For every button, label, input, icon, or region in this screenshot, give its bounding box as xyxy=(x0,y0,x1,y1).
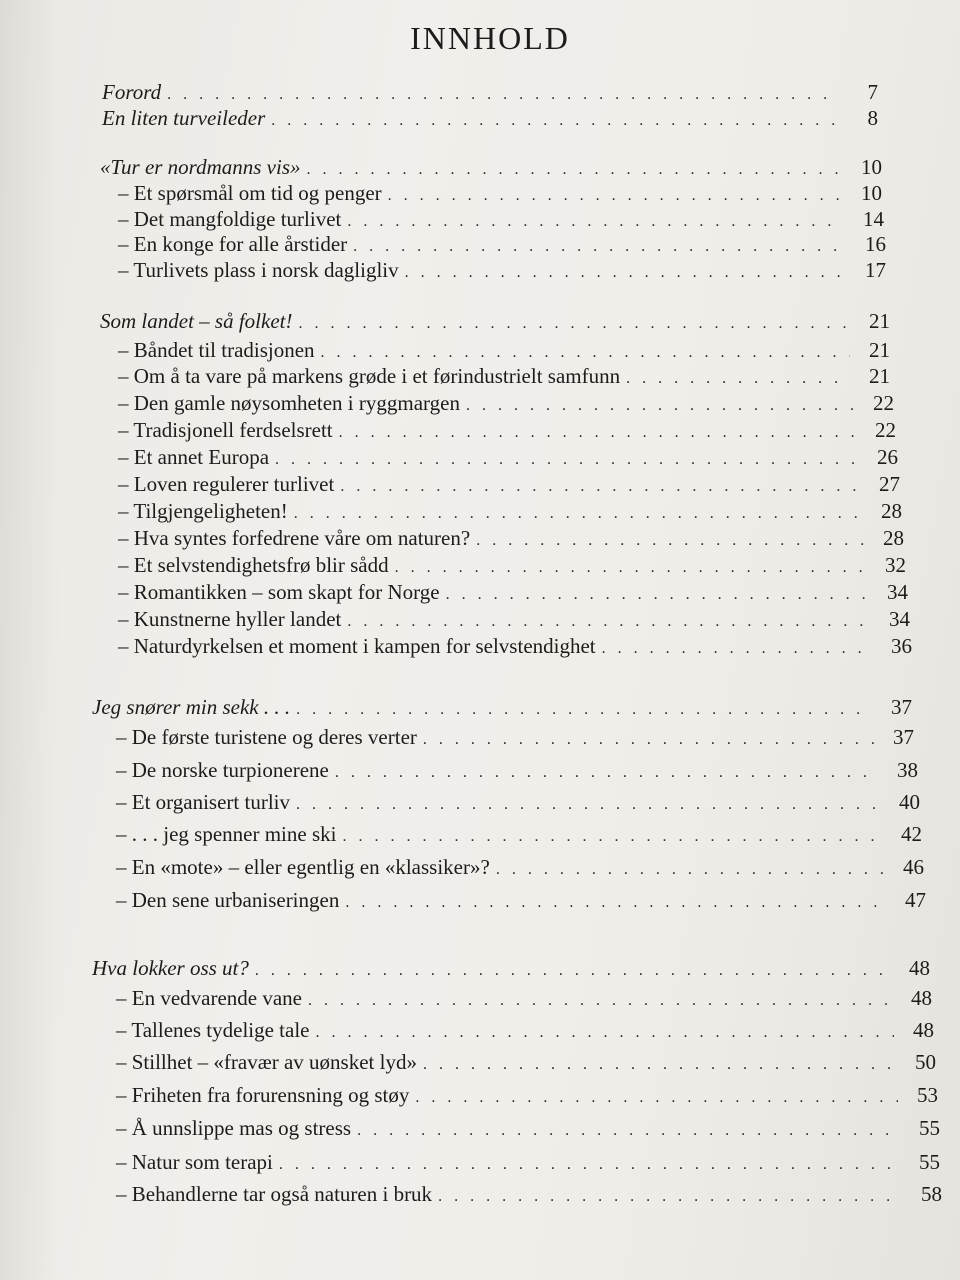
dot-leader xyxy=(415,1089,898,1107)
toc-entry-title: – De første turistene og deres verter xyxy=(116,725,417,749)
toc-entry-title: – Stillhet – «fravær av uønsket lyd» xyxy=(116,1050,417,1074)
toc-subsection-entry xyxy=(98,207,884,232)
dot-leader xyxy=(476,532,864,550)
toc-page-number: 28 xyxy=(883,526,904,550)
toc-page-number: 37 xyxy=(893,725,914,749)
toc-page-number: 48 xyxy=(909,956,930,980)
dot-leader xyxy=(388,187,842,205)
dot-leader xyxy=(626,370,850,388)
toc-page-number: 48 xyxy=(911,986,932,1010)
dot-leader xyxy=(321,344,850,362)
toc-page-number: 55 xyxy=(919,1116,940,1140)
dot-leader xyxy=(279,1156,900,1174)
toc-subsection-entry xyxy=(98,445,898,470)
toc-subsection-entry xyxy=(96,758,918,783)
dot-leader xyxy=(308,992,892,1010)
dot-leader xyxy=(275,451,858,469)
toc-subsection-entry xyxy=(98,181,882,206)
toc-entry-title: Hva lokker oss ut? xyxy=(92,956,249,980)
toc-subsection-entry xyxy=(96,986,932,1011)
toc-subsection-entry xyxy=(96,855,924,880)
toc-entry-title: – Et selvstendighetsfrø blir sådd xyxy=(118,553,389,577)
toc-entry-title: Som landet – så folket! xyxy=(100,309,293,333)
toc-page-number: 47 xyxy=(905,888,926,912)
toc-page-number: 36 xyxy=(891,634,912,658)
dot-leader xyxy=(496,861,884,879)
toc-page-number: 55 xyxy=(919,1150,940,1174)
dot-leader xyxy=(353,238,846,256)
dot-leader xyxy=(345,894,886,912)
toc-page-number: 21 xyxy=(869,338,890,362)
toc-subsection-entry xyxy=(96,888,926,913)
toc-subsection-entry xyxy=(98,391,894,416)
toc-section-entry xyxy=(102,106,878,131)
toc-subsection-entry xyxy=(98,607,910,632)
toc-page-number: 34 xyxy=(889,607,910,631)
dot-leader xyxy=(342,828,882,846)
toc-page-number: 22 xyxy=(875,418,896,442)
toc-page-number: 26 xyxy=(877,445,898,469)
toc-entry-title: – Om å ta vare på markens grøde i et førindustrielt samfunn xyxy=(118,364,621,388)
dot-leader xyxy=(294,505,862,523)
page-title: INNHOLD xyxy=(410,20,570,56)
dot-leader xyxy=(357,1122,900,1140)
toc-page-number: 22 xyxy=(873,391,894,415)
toc-page-number: 53 xyxy=(917,1083,938,1107)
toc-entry-title: Forord xyxy=(102,80,162,104)
toc-subsection-entry xyxy=(98,338,890,363)
toc-subsection-entry xyxy=(98,232,886,257)
toc-page-number: 21 xyxy=(869,364,890,388)
toc-entry-title: – Hva syntes forfedrene våre om naturen? xyxy=(118,526,471,550)
toc-entry-title: – Behandlerne tar også naturen i bruk xyxy=(116,1182,433,1206)
toc-entry-title: – Den gamle nøysomheten i ryggmargen xyxy=(118,391,460,415)
toc-subsection-entry xyxy=(98,258,886,283)
toc-section-entry xyxy=(92,956,930,981)
toc-subsection-entry xyxy=(98,634,912,659)
dot-leader xyxy=(423,1056,896,1074)
toc-page-number: 58 xyxy=(921,1182,942,1206)
toc-subsection-entry xyxy=(96,822,922,847)
toc-entry-title: – Tilgjengeligheten! xyxy=(118,499,288,523)
dot-leader xyxy=(296,701,872,719)
toc-page-number: 46 xyxy=(903,855,924,879)
toc-entry-title: Jeg snører min sekk . . . xyxy=(92,695,291,719)
toc-page-number: 27 xyxy=(879,472,900,496)
toc-subsection-entry xyxy=(96,1116,940,1141)
toc-page-number: 28 xyxy=(881,499,902,523)
toc-subsection-entry xyxy=(98,499,902,524)
toc-page-number: 10 xyxy=(861,155,882,179)
toc-page-number: 8 xyxy=(867,106,878,130)
toc-entry-title: – De norske turpionerene xyxy=(116,758,329,782)
toc-entry-title: – Romantikken – som skapt for Norge xyxy=(118,580,440,604)
dot-leader xyxy=(340,478,860,496)
toc-entry-title: – Tallenes tydelige tale xyxy=(116,1018,310,1042)
dot-leader xyxy=(423,731,874,749)
dot-leader xyxy=(446,586,868,604)
dot-leader xyxy=(395,559,866,577)
toc-page-number: 50 xyxy=(915,1050,936,1074)
dot-leader xyxy=(405,264,846,282)
toc-subsection-entry xyxy=(98,472,900,497)
toc-section-entry xyxy=(100,309,890,334)
dot-leader xyxy=(167,86,838,104)
toc-subsection-entry xyxy=(96,1182,942,1207)
dot-leader xyxy=(298,315,850,333)
toc-entry-title: – En konge for alle årstider xyxy=(118,232,348,256)
toc-entry-title: – Kunstnerne hyller landet xyxy=(118,607,342,631)
toc-entry-title: – Natur som terapi xyxy=(116,1150,273,1174)
toc-page-number: 14 xyxy=(863,207,884,231)
toc-subsection-entry xyxy=(96,1050,936,1075)
toc-page-number: 38 xyxy=(897,758,918,782)
toc-page-number: 34 xyxy=(887,580,908,604)
toc-entry-title: En liten turveileder xyxy=(102,106,266,130)
toc-entry-title: – . . . jeg spenner mine ski xyxy=(116,822,337,846)
dot-leader xyxy=(296,796,880,814)
toc-subsection-entry xyxy=(96,1018,934,1043)
toc-subsection-entry xyxy=(98,580,908,605)
toc-page-number: 37 xyxy=(891,695,912,719)
toc-entry-title: «Tur er nordmanns vis» xyxy=(100,155,301,179)
dot-leader xyxy=(271,112,838,130)
toc-subsection-entry xyxy=(96,725,914,750)
toc-entry-title: – Et spørsmål om tid og penger xyxy=(118,181,382,205)
toc-subsection-entry xyxy=(96,1150,940,1175)
toc-section-entry xyxy=(100,155,882,180)
toc-entry-title: – En «mote» – eller egentlig en «klassiker»? xyxy=(116,855,490,879)
toc-entry-title: – En vedvarende vane xyxy=(116,986,302,1010)
dot-leader xyxy=(602,640,872,658)
toc-entry-title: – Det mangfoldige turlivet xyxy=(118,207,342,231)
toc-entry-title: – Friheten fra forurensning og støy xyxy=(116,1083,410,1107)
toc-page-number: 10 xyxy=(861,181,882,205)
page-gutter-shadow xyxy=(0,0,60,1280)
dot-leader xyxy=(307,161,843,179)
toc-page-number: 16 xyxy=(865,232,886,256)
toc-subsection-entry xyxy=(98,553,906,578)
dot-leader xyxy=(316,1024,895,1042)
toc-page-number: 42 xyxy=(901,822,922,846)
dot-leader xyxy=(347,213,844,231)
dot-leader xyxy=(255,962,890,980)
toc-page-number: 48 xyxy=(913,1018,934,1042)
toc-page-number: 17 xyxy=(865,258,886,282)
toc-subsection-entry xyxy=(96,1083,938,1108)
toc-page-number: 32 xyxy=(885,553,906,577)
toc-entry-title: – Den sene urbaniseringen xyxy=(116,888,340,912)
toc-entry-title: – Naturdyrkelsen et moment i kampen for selvstendighet xyxy=(118,634,596,658)
dot-leader xyxy=(339,424,856,442)
toc-section-entry xyxy=(102,80,878,105)
toc-entry-title: – Loven regulerer turlivet xyxy=(118,472,335,496)
dot-leader xyxy=(438,1188,902,1206)
toc-section-entry xyxy=(92,695,912,720)
toc-page-number: 21 xyxy=(869,309,890,333)
toc-entry-title: – Et organisert turliv xyxy=(116,790,290,814)
toc-subsection-entry xyxy=(98,364,890,389)
toc-subsection-entry xyxy=(98,418,896,443)
toc-subsection-entry xyxy=(96,790,920,815)
toc-entry-title: – Tradisjonell ferdselsrett xyxy=(118,418,333,442)
toc-page-number: 7 xyxy=(867,80,878,104)
dot-leader xyxy=(347,613,870,631)
toc-page-number: 40 xyxy=(899,790,920,814)
toc-entry-title: – Å unnslippe mas og stress xyxy=(116,1116,352,1140)
dot-leader xyxy=(335,764,878,782)
toc-entry-title: – Turlivets plass i norsk dagligliv xyxy=(118,258,399,282)
toc-entry-title: – Båndet til tradisjonen xyxy=(118,338,315,362)
dot-leader xyxy=(466,397,854,415)
toc-subsection-entry xyxy=(98,526,904,551)
toc-entry-title: – Et annet Europa xyxy=(118,445,270,469)
